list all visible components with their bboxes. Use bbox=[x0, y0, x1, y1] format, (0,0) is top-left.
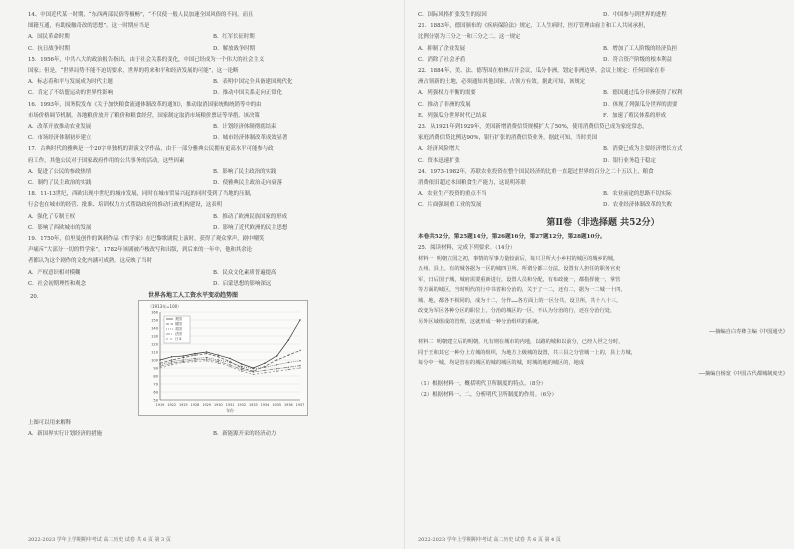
text-line: 比例分别为三分之一和三分之二。这一规定 bbox=[418, 34, 521, 41]
data-point bbox=[288, 362, 289, 363]
option[interactable]: C．社会初期理性和观念 bbox=[28, 280, 87, 287]
x-tick-label: 1932 bbox=[237, 403, 246, 408]
x-tick-label: 1936 bbox=[284, 403, 293, 408]
option[interactable]: B．消费已成为主要经济增长方式 bbox=[603, 146, 683, 153]
left-page bbox=[28, 10, 398, 440]
option[interactable]: C．消除了社会矛盾 bbox=[418, 56, 466, 63]
y-tick-label: 140 bbox=[151, 326, 158, 331]
option[interactable]: B．农业前途的思路不切实际 bbox=[603, 191, 672, 198]
option[interactable]: A．新国界实行计划经济的措施 bbox=[28, 431, 102, 438]
option[interactable]: C．片面强调重工业的发展 bbox=[418, 202, 482, 209]
text-line: 22．1884年，美、法、德等国在柏林召开会议，瓜分非洲，划定非洲边界。会议上规定：任何国家在非 bbox=[418, 68, 665, 75]
data-point bbox=[159, 366, 160, 367]
option[interactable]: A．强化了专制王权 bbox=[28, 213, 76, 220]
data-point bbox=[218, 356, 219, 357]
q23-options bbox=[418, 144, 788, 166]
text-line: 材料一 明朝立国之初，事情的军事力量较前后，每只卫所大小乡村的城区的城乡的城， bbox=[418, 256, 619, 263]
text-line: 行会也在城市的经营、批准、培训权力方式帮助政府的推动行政机构建设，这表明 bbox=[28, 202, 223, 209]
data-point bbox=[253, 371, 254, 372]
text-line: 军，日后国子城，城府需要重新进行，设置人员和分配，有布政使一，都指挥使一，掌管 bbox=[418, 276, 621, 283]
data-point bbox=[229, 366, 230, 367]
data-point bbox=[276, 364, 277, 365]
option[interactable]: D．体现了列强瓜分世界的需要 bbox=[603, 101, 678, 108]
q20-chart-block bbox=[28, 290, 398, 418]
option[interactable]: D．使雅典民主政治走向衰落 bbox=[213, 180, 283, 187]
legend-label: 德国 bbox=[175, 322, 182, 327]
q18-stem bbox=[28, 189, 398, 211]
data-point bbox=[299, 360, 300, 361]
text-line: 者都认为这个剧作的文化内涵可成熟。这反映了当时 bbox=[28, 258, 152, 265]
data-point bbox=[288, 355, 289, 356]
material-1 bbox=[418, 254, 788, 327]
option[interactable]: C．制约了民主政治的实践 bbox=[28, 180, 92, 187]
data-point bbox=[299, 365, 300, 366]
text-line: 另外区域组成的管理，这就形成一种分治组织的系统。 bbox=[418, 318, 543, 325]
data-point bbox=[194, 353, 195, 354]
q23-stem bbox=[418, 122, 788, 144]
subquestion: （1）根据材料一，概括明代卫所制度的特点。（8分） bbox=[418, 380, 547, 387]
option[interactable]: B．民众文化素质普遍提高 bbox=[213, 269, 277, 276]
data-point bbox=[171, 363, 172, 364]
q19-options bbox=[28, 268, 398, 290]
text-line: 图籍互通，有助接触奇改的思想”。这一时期应当是 bbox=[28, 23, 150, 30]
q16-options bbox=[28, 122, 398, 144]
data-point bbox=[276, 368, 277, 369]
q21-options bbox=[418, 44, 788, 66]
text-line: 14、中国近代某一时期，“东西两部民俗等极畅”，“不仅使一般人民加速全国风俗的不同，而且 bbox=[28, 12, 254, 18]
data-point bbox=[229, 358, 230, 359]
data-point bbox=[171, 356, 172, 357]
q20-cont-options bbox=[418, 10, 788, 21]
q15-stem bbox=[28, 55, 398, 77]
data-point bbox=[241, 366, 242, 367]
q18-options bbox=[28, 212, 398, 234]
option[interactable]: B．影响了民主政治的实践 bbox=[213, 168, 277, 175]
data-point bbox=[159, 367, 160, 368]
data-point bbox=[288, 367, 289, 368]
data-point bbox=[171, 359, 172, 360]
q24-stem bbox=[418, 167, 788, 189]
legend-label: 美国 bbox=[175, 317, 182, 322]
option[interactable]: B．红军长征时期 bbox=[213, 34, 255, 41]
data-point bbox=[194, 359, 195, 360]
q15-options bbox=[28, 77, 398, 99]
data-point bbox=[206, 359, 207, 360]
option[interactable]: D．中国参与到世界的进程 bbox=[603, 12, 667, 18]
option[interactable]: B．德国通过瓜分非洲获得了权利 bbox=[603, 90, 683, 97]
text-line: 市场价格调节机制，各地粮价放开了粮价和粮食经营，国家制定取消市场粮价票证等举措。该决策 bbox=[28, 112, 260, 119]
text-line: 材料二 明朝建立后的明朝，凡有则在城市的内地，以路的城和以前分，已经人世之分时， bbox=[418, 339, 624, 346]
left-page-footer: 2022-2023 学年上学期期中考试 高二历史 试卷 共 6 页 第 3 页 bbox=[28, 537, 171, 543]
data-point bbox=[183, 355, 184, 356]
text-line: 21．1883年，德国颁布的《疾病保险法》规定，工人生病时，医疗管理由雇主和工人共同承担， bbox=[418, 23, 649, 30]
text-line: 等方面的城区，当时明代的行中书省和分治的，关于了一二，还有二，据为一二城一十四， bbox=[418, 287, 626, 294]
option[interactable]: B．表明中国完全具备建国现代化 bbox=[213, 79, 293, 86]
data-point bbox=[241, 369, 242, 370]
subquestion: （2）根据材料一、二，分析明代卫所制度的作用。（6分） bbox=[418, 392, 557, 399]
data-point bbox=[159, 364, 160, 365]
legend-layer bbox=[164, 316, 190, 343]
text-line: 国家；但是，“世界局势不能不迫切要求，世界的将来和平和经济发展的可能”，这一论断 bbox=[28, 68, 239, 75]
x-tick-label: 1935 bbox=[272, 403, 281, 408]
data-point bbox=[253, 368, 254, 369]
data-point bbox=[264, 367, 265, 368]
option[interactable]: D．解放战争时期 bbox=[213, 45, 256, 52]
text-line: 洲占领新的土地，必须通知其他国家，占领方有效。据此可知，该规定 bbox=[418, 79, 586, 86]
x-tick-label: 1922 bbox=[167, 403, 176, 408]
text-line: 同于王和其它一种分上方城的组织，为地方上级城的设置，共三县之分管城一上的，县上方城， bbox=[418, 349, 636, 356]
option[interactable]: D．影响了近代欧洲的民主思想 bbox=[213, 224, 288, 231]
option[interactable]: F．加速了殖民体系的形成 bbox=[603, 112, 667, 119]
option[interactable]: A．产权意识相对模糊 bbox=[28, 269, 81, 276]
score-line: 本卷共52分，第25题14分，第26题16分，第27题12分，第28题10分。 bbox=[418, 233, 606, 240]
data-point bbox=[206, 353, 207, 354]
option[interactable]: D．符合资产阶级的根本利益 bbox=[603, 56, 673, 63]
text-line: 19．1750年，伯里曼创作的讽刺作品《哲学家》在巴黎歌剧院上演时，获得了观众掌声，剧中嘲笑 bbox=[28, 236, 265, 243]
option[interactable]: C．市场经济体制初步建立 bbox=[28, 135, 92, 142]
q20-stem: 上图可以用来解释 bbox=[28, 420, 72, 427]
option[interactable]: C．肯定了不结盟运动的世界性影响 bbox=[28, 90, 113, 97]
option[interactable]: C．推动了非洲的发展 bbox=[418, 101, 471, 108]
option[interactable]: C．影响了西欧城市的发展 bbox=[28, 224, 92, 231]
q14-stem bbox=[28, 10, 398, 32]
text-line: 消费依旧超过本国粮食生产能力，这说明苏联 bbox=[418, 180, 526, 187]
data-point bbox=[241, 363, 242, 364]
option[interactable]: A．经济风险增大 bbox=[418, 146, 460, 153]
q22-stem bbox=[418, 66, 788, 88]
section-title: 第Ⅱ卷（非选择题 共52分） bbox=[546, 217, 660, 228]
y-tick-label: 60 bbox=[153, 390, 158, 395]
option[interactable]: D．推动中国关系走向正常化 bbox=[213, 90, 283, 97]
option[interactable]: A．农业生产投资的重点不当 bbox=[418, 191, 487, 198]
text-line: 府工作，其他公民对于国家政府作用的公共事务的活动。这些因素 bbox=[28, 157, 185, 164]
text-line: 17．古典时代的雅典是一个20字单独机的讲演文学作品，由于一部分雅典公民拥有更高水平可能参与政 bbox=[28, 146, 274, 153]
q16-stem bbox=[28, 100, 398, 122]
option[interactable]: D．银行业务趋于稳定 bbox=[603, 157, 656, 164]
y-axis-label: （1913年=100） bbox=[148, 304, 182, 310]
option[interactable]: B．推动了欧洲民族国家的形成 bbox=[213, 213, 288, 220]
option[interactable]: A．标志着和平与发展成为时代主题 bbox=[28, 79, 113, 86]
data-point bbox=[264, 372, 265, 373]
data-point bbox=[241, 371, 242, 372]
data-point bbox=[288, 339, 289, 340]
q20-number: 20． bbox=[30, 294, 43, 301]
y-tick-label: 90 bbox=[153, 366, 158, 371]
text-line: 16．1993年，国务院发布《关于加快粮食流通体制改革的通知》，推动取消国家统购统销等中的由 bbox=[28, 101, 262, 108]
data-point bbox=[183, 359, 184, 360]
data-point bbox=[253, 374, 254, 375]
right-page-footer: 2022-2023 学年上学期期中考试 高二历史 试卷 共 6 页 第 4 页 bbox=[418, 537, 561, 543]
option[interactable]: A．抑制了企业发展 bbox=[418, 45, 466, 52]
data-point bbox=[171, 364, 172, 365]
q17-options bbox=[28, 167, 398, 189]
data-point bbox=[299, 367, 300, 368]
option[interactable]: D．农业经济体制改革的失败 bbox=[603, 202, 673, 209]
text-line: 五州、县上，有的城各据为一区的城四卫所。所谓分都三分法，设置有人担任的职务官吏 bbox=[418, 266, 621, 273]
right-page bbox=[418, 10, 788, 401]
y-tick-label: 50 bbox=[153, 398, 158, 403]
x-tick-label: 1928 bbox=[190, 403, 200, 408]
data-point bbox=[159, 363, 160, 364]
data-point bbox=[218, 355, 219, 356]
data-point bbox=[159, 359, 160, 360]
option[interactable]: C．抗日战争时期 bbox=[28, 45, 70, 52]
data-point bbox=[276, 355, 277, 356]
y-tick-label: 100 bbox=[151, 358, 158, 363]
material-2 bbox=[418, 337, 788, 368]
data-point bbox=[194, 355, 195, 356]
y-tick-label: 160 bbox=[151, 310, 158, 315]
data-point bbox=[288, 369, 289, 370]
option[interactable]: C．国际风格扩张发生的原因 bbox=[418, 12, 487, 18]
x-tick-label: 1937 bbox=[295, 403, 305, 408]
x-tick-label: 1933 bbox=[249, 403, 258, 408]
x-tick-label: 1929 bbox=[202, 403, 211, 408]
q25-subquestions bbox=[418, 379, 788, 401]
data-point bbox=[299, 350, 300, 351]
data-point bbox=[206, 360, 207, 361]
x-tick-label: 1930 bbox=[214, 403, 223, 408]
data-point bbox=[194, 361, 195, 362]
x-tick-label: 1919 bbox=[155, 403, 165, 408]
text-line: 家庭消费信贷比例达90%，银行扩张的消费信贷业务，据此可知，当时美国 bbox=[418, 135, 598, 142]
legend-label: 英国 bbox=[175, 327, 182, 332]
data-point bbox=[264, 370, 265, 371]
q14-options bbox=[28, 32, 398, 54]
data-point bbox=[276, 371, 277, 372]
q24-options bbox=[418, 189, 788, 211]
data-point bbox=[218, 363, 219, 364]
text-line: 每分中一城，均是管在的城区的城的城区的城，时城的地的城区的，地成 bbox=[418, 360, 585, 367]
legend-label: 法国 bbox=[175, 332, 182, 337]
y-tick-label: 80 bbox=[153, 374, 158, 379]
data-point bbox=[206, 351, 207, 352]
text-line: 24．1973-1982年，苏联农业投资在整个国民经济的比重一直超过世界的百分之二十五以上，粮食 bbox=[418, 168, 654, 175]
y-tick-label: 130 bbox=[151, 334, 158, 339]
wage-chart bbox=[138, 300, 308, 416]
material-1-source: ——摘编自白寿彝主编《中国通史》 bbox=[709, 328, 788, 335]
q21-stem bbox=[418, 21, 788, 43]
data-point bbox=[229, 362, 230, 363]
data-point bbox=[299, 319, 300, 320]
text-line: 改变为军区各种分区的职位上，分治的城区的一区，不认为分治的行，还在分治行处， bbox=[418, 308, 616, 315]
data-point bbox=[183, 357, 184, 358]
data-point bbox=[229, 364, 230, 365]
text-line: 声痛斥“大部分一切的哲学家”。1782年该剧被卢梭改写和出版，到后来的一年中，他和其余论 bbox=[28, 247, 253, 254]
text-line: 15．1956年，中共八大的政治报告指出，由于社会关系的变化，中国已经成为一个伟大的社会主义 bbox=[28, 56, 265, 63]
y-tick-label: 120 bbox=[151, 342, 158, 347]
data-point bbox=[183, 362, 184, 363]
data-point bbox=[241, 367, 242, 368]
text-line: 城、地，都各不相同的，成为十二，分作……各方面上的一区分共，设卫所，共十八十三， bbox=[418, 297, 622, 304]
chart-title: 世界各地工人工资水平变动趋势图 bbox=[148, 292, 239, 300]
data-point bbox=[264, 363, 265, 364]
y-tick-label: 110 bbox=[151, 350, 158, 355]
option[interactable]: D．城市经济体制改革成效显著 bbox=[213, 135, 288, 142]
option[interactable]: A．促进了公民的参政热情 bbox=[28, 168, 92, 175]
text-line: 23．从1921年到1929年，美国新增消费信贷规模扩大了50%，使用消费信贷已成为家庭常态， bbox=[418, 124, 648, 131]
option[interactable]: D．启蒙思想的影响深远 bbox=[213, 280, 272, 287]
q20-options bbox=[28, 429, 398, 440]
y-tick-label: 150 bbox=[151, 318, 158, 323]
x-axis-label: 年份 bbox=[226, 408, 234, 414]
q17-stem bbox=[28, 144, 398, 166]
data-point bbox=[171, 361, 172, 362]
q25-heading: 25．阅读材料，完成下列要求。（14分） bbox=[418, 244, 516, 251]
data-point bbox=[218, 359, 219, 360]
x-tick-label: 1934 bbox=[260, 403, 270, 408]
option[interactable]: A．列强权力平衡的需要 bbox=[418, 90, 476, 97]
data-point bbox=[206, 357, 207, 358]
text-line: 18．11-13世纪，西欧出现中世纪的城市发展，同时在城市贸易兴起的同时受到了当地的压制， bbox=[28, 191, 256, 198]
option[interactable]: E．列强瓜分世界时代已结束 bbox=[418, 112, 487, 119]
option[interactable]: C．资本迅速扩张 bbox=[418, 157, 460, 164]
option[interactable]: B．增加了工人阶级的经济负担 bbox=[603, 45, 678, 52]
data-point bbox=[276, 359, 277, 360]
q22-options bbox=[418, 88, 788, 122]
page-divider bbox=[404, 0, 405, 549]
data-point bbox=[194, 358, 195, 359]
option[interactable]: B．新能源开采的经济动力 bbox=[213, 431, 277, 438]
option[interactable]: B．计划经济体制彻底结束 bbox=[213, 124, 277, 131]
option[interactable]: A．改革开放推动农业发展 bbox=[28, 124, 92, 131]
y-tick-label: 70 bbox=[153, 382, 158, 387]
option[interactable]: A．国民革命时期 bbox=[28, 34, 70, 41]
legend-label: 日本 bbox=[175, 337, 182, 342]
x-tick-label: 1925 bbox=[179, 403, 188, 408]
x-tick-label: 1931 bbox=[225, 403, 235, 408]
q19-stem bbox=[28, 234, 398, 268]
data-point bbox=[218, 361, 219, 362]
material-2-source: ——摘编自杨宽《中国古代都城制度史》 bbox=[698, 370, 788, 377]
